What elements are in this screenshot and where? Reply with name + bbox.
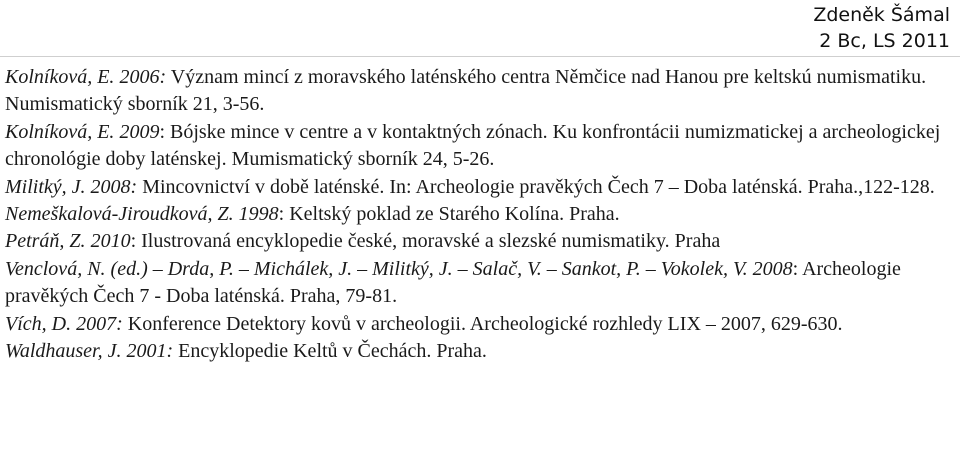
reference-item <box>5 311 955 338</box>
author-name: Zdeněk Šámal <box>813 4 950 26</box>
reference-year: 1998 <box>233 203 279 226</box>
reference-title: Mincovnictví v době laténské. In: Archeologie pravěkých Čech 7 – Doba laténská. Praha.,122-128. <box>137 175 935 198</box>
reference-author: Venclová, N. (ed.) – Drda, P. – Michálek, J. – Militký, J. – Salač, V. – Sankot, P. – Vokolek, V. <box>5 257 748 280</box>
reference-year: 2008: <box>85 175 138 198</box>
reference-title: : Keltský poklad ze Starého Kolína. Praha. <box>278 203 620 226</box>
reference-author: Nemeškalová-Jiroudková, Z. <box>5 203 234 226</box>
reference-author: Kolníková, E. <box>5 66 115 88</box>
reference-item <box>5 228 955 255</box>
reference-item <box>5 338 955 365</box>
reference-author: Vích, D. <box>5 312 72 335</box>
reference-item <box>5 174 955 201</box>
header-divider <box>0 56 960 57</box>
reference-title: : Archeologie pravěkých Čech 7 - Doba laténská. Praha, 79-81. <box>5 257 901 308</box>
reference-author: Militký, J. <box>5 175 86 198</box>
reference-year: 2006: <box>114 66 167 88</box>
reference-item <box>5 256 955 311</box>
reference-author: Kolníková, E. <box>5 120 115 143</box>
reference-title: Konference Detektory kovů v archeologii. Archeologické rozhledy LIX – 2007, 629-630. <box>122 312 843 335</box>
reference-item <box>5 64 955 119</box>
slide-header <box>813 2 950 54</box>
course-label: 2 Bc, LS 2011 <box>819 30 950 52</box>
reference-year: 2009 <box>114 120 160 143</box>
reference-title: Význam mincí z moravského laténského centra Němčice nad Hanou pre keltskú numismatiku. Numismatický sborník 21, 3-56. <box>5 66 927 116</box>
reference-title: : Ilustrovaná encyklopedie české, moravské a slezské numismatiky. Praha <box>130 230 721 253</box>
reference-list <box>5 64 955 365</box>
reference-item <box>5 201 955 228</box>
reference-year: 2001: <box>121 340 174 363</box>
reference-author: Petráň, Z. <box>5 230 86 253</box>
reference-title: : Bójske mince v centre a v kontaktných zónach. Ku konfrontácii numizmatickej a archeologickej chronológie doby laténskej. Mumismatický sborník 24, 5-26. <box>5 120 941 171</box>
reference-year: 2010 <box>85 230 131 253</box>
reference-item <box>5 119 955 174</box>
reference-year: 2007: <box>71 312 123 335</box>
reference-author: Waldhauser, J. <box>5 340 122 363</box>
reference-title: Encyklopedie Keltů v Čechách. Praha. <box>173 340 487 363</box>
reference-year: 2008 <box>747 257 793 280</box>
